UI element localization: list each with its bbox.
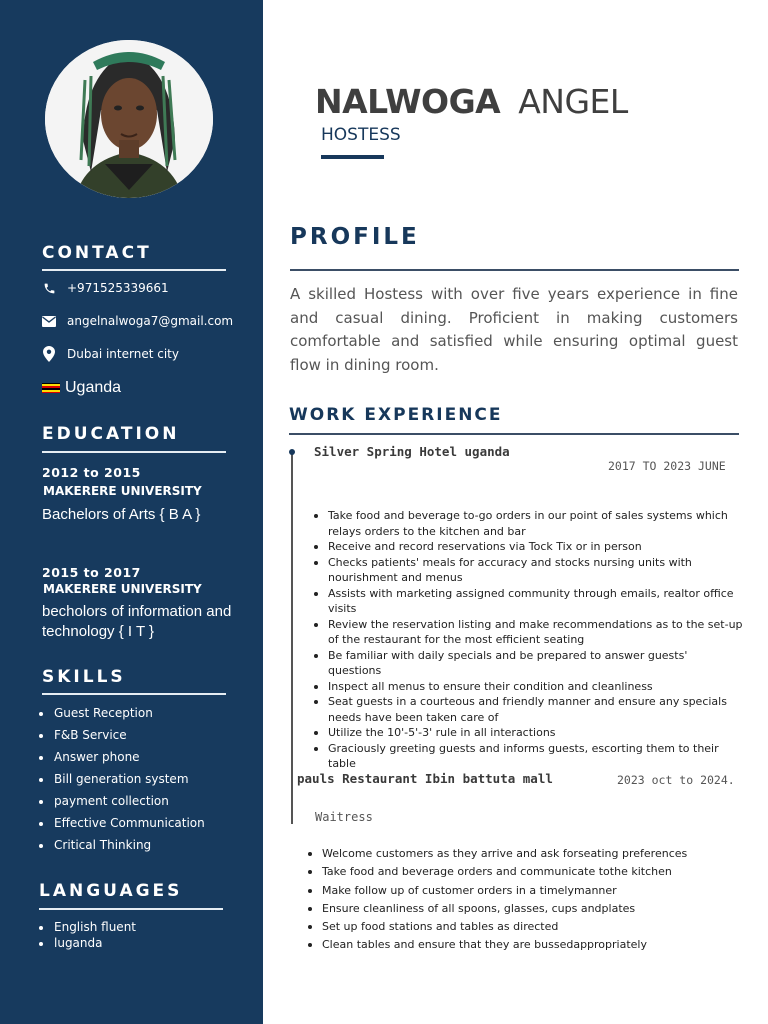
duty-item: Take food and beverage to-go orders in our point of sales systems which relays orders to the kitchen and bar — [311, 508, 743, 539]
education-school: MAKERERE UNIVERSITY — [43, 582, 202, 596]
employer-name: pauls Restaurant Ibin battuta mall — [297, 771, 553, 786]
first-name: NALWOGA — [315, 82, 501, 121]
education-degree: Bachelors of Arts { B A } — [42, 506, 201, 523]
duties-list — [305, 845, 745, 955]
candidate-name — [315, 82, 628, 121]
skills-list — [37, 705, 205, 859]
duty-item: Make follow up of customer orders in a timelymanner — [305, 882, 745, 900]
skill-item: F&B Service — [37, 727, 205, 749]
duty-item: Be familiar with daily specials and be prepared to answer guests' questions — [311, 648, 743, 679]
skills-divider — [42, 693, 226, 695]
duty-item: Clean tables and ensure that they are bussedappropriately — [305, 936, 745, 954]
duty-item: Graciously greeting guests and informs guests, escorting them to their table — [311, 741, 743, 772]
education-years: 2015 to 2017 — [42, 565, 141, 580]
languages-list — [37, 919, 136, 951]
contact-email[interactable] — [40, 314, 233, 328]
profile-summary: A skilled Hostess with over five years experience in fine and casual dining. Proficient in making customers comfortable and satisfied while ensuring optimal guest flow in dining room. — [290, 285, 738, 374]
profile-photo — [45, 40, 213, 198]
duty-item: Receive and record reservations via Tock Tix or in person — [311, 539, 743, 555]
timeline-dot — [289, 449, 295, 455]
education-years: 2012 to 2015 — [42, 465, 141, 480]
uganda-flag-icon — [42, 383, 60, 394]
duty-item: Assists with marketing assigned community through emails, realtor office visits — [311, 586, 743, 617]
contact-heading: CONTACT — [42, 243, 152, 263]
location-pin-icon — [40, 347, 58, 361]
duty-item: Inspect all menus to ensure their condition and cleanliness — [311, 679, 743, 695]
skill-item: payment collection — [37, 793, 205, 815]
skill-item: Critical Thinking — [37, 837, 205, 859]
languages-divider — [39, 908, 223, 910]
employment-period: 2017 TO 2023 JUNE — [608, 459, 726, 473]
contact-country — [42, 379, 121, 397]
profile-heading: PROFILE — [290, 224, 420, 250]
phone-number: +971525339661 — [67, 281, 169, 295]
location-text: Dubai internet city — [67, 347, 179, 361]
contact-location — [40, 347, 179, 361]
duty-item: Seat guests in a courteous and friendly manner and ensure any specials needs have been taken care of — [311, 694, 743, 725]
country-name: Uganda — [65, 379, 122, 396]
duties-list — [311, 508, 743, 772]
profile-photo-illustration — [45, 40, 213, 198]
education-degree: becholors of information and technology { I T } — [42, 603, 232, 640]
contact-phone[interactable] — [40, 281, 169, 295]
duty-item: Checks patients' meals for accuracy and stocks nursing units with nourishment and menus — [311, 555, 743, 586]
language-item: luganda — [37, 935, 136, 951]
language-item: English fluent — [37, 919, 136, 935]
job-title-underline — [321, 155, 384, 159]
job-title: HOSTESS — [321, 125, 401, 145]
employer-name: Silver Spring Hotel uganda — [314, 444, 510, 459]
work-experience-heading: WORK EXPERIENCE — [289, 405, 503, 425]
duty-item: Set up food stations and tables as directed — [305, 918, 745, 936]
skill-item: Effective Communication — [37, 815, 205, 837]
education-school: MAKERERE UNIVERSITY — [43, 484, 202, 498]
timeline-line — [291, 452, 293, 824]
mail-icon — [40, 314, 58, 328]
contact-divider — [42, 269, 226, 271]
duty-item: Ensure cleanliness of all spoons, glasses, cups andplates — [305, 900, 745, 918]
duty-item: Take food and beverage orders and communicate tothe kitchen — [305, 863, 745, 881]
last-name: ANGEL — [518, 82, 628, 121]
skill-item: Answer phone — [37, 749, 205, 771]
work-experience-divider — [289, 433, 739, 435]
skill-item: Bill generation system — [37, 771, 205, 793]
skills-heading: SKILLS — [42, 667, 126, 687]
employment-period: 2023 oct to 2024. — [617, 773, 735, 787]
education-heading: EDUCATION — [42, 424, 180, 444]
education-divider — [42, 451, 226, 453]
skill-item: Guest Reception — [37, 705, 205, 727]
duty-item: Review the reservation listing and make recommendations as to the set-up of the restaurant for the most efficient seating — [311, 617, 743, 648]
sidebar — [0, 0, 263, 1024]
languages-heading: LANGUAGES — [39, 881, 183, 901]
email-address: angelnalwoga7@gmail.com — [67, 314, 234, 328]
profile-divider — [290, 269, 739, 271]
phone-icon — [40, 281, 58, 295]
job-role: Waitress — [315, 810, 373, 824]
duty-item: Welcome customers as they arrive and ask forseating preferences — [305, 845, 745, 863]
duty-item: Utilize the 10'-5'-3' rule in all interactions — [311, 725, 743, 741]
